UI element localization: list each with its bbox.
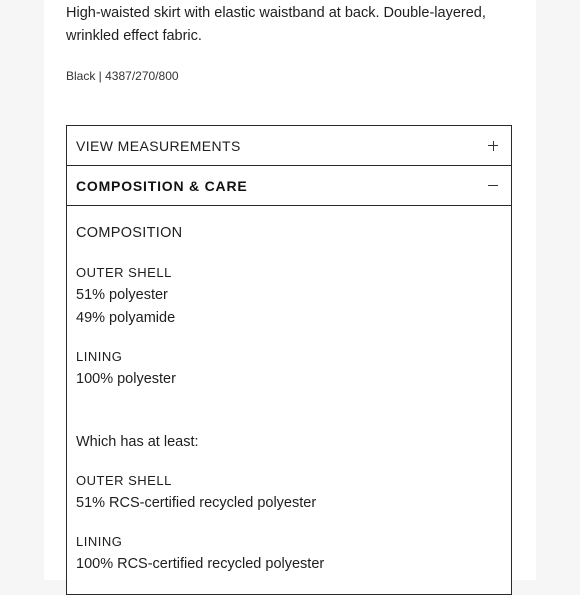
outer-shell-line: 51% polyester: [76, 287, 168, 303]
outer-shell-label: OUTER SHELL: [76, 265, 172, 280]
composition-care-toggle[interactable]: [67, 166, 511, 206]
product-description: High-waisted skirt with elastic waistband at back. Double-layered, wrinkled effect fabric.: [66, 5, 486, 44]
product-color-reference: Black | 4387/270/800: [66, 69, 179, 83]
recycled-lining-label: LINING: [76, 534, 123, 549]
lining-label: LINING: [76, 349, 123, 364]
minus-icon[interactable]: [487, 180, 499, 192]
plus-icon[interactable]: [487, 140, 499, 152]
view-measurements-title: VIEW MEASUREMENTS: [76, 137, 241, 154]
composition-care-title: COMPOSITION & CARE: [76, 177, 248, 194]
outer-shell-line: 49% polyamide: [76, 310, 176, 326]
at-least-text: Which has at least:: [76, 434, 199, 450]
recycled-lining-line: 100% RCS-certified recycled polyester: [76, 556, 325, 572]
product-info-accordion: [66, 125, 512, 595]
recycled-outer-shell-line: 51% RCS-certified recycled polyester: [76, 495, 317, 511]
composition-heading: COMPOSITION: [76, 225, 183, 241]
recycled-outer-shell-label: OUTER SHELL: [76, 473, 172, 488]
view-measurements-toggle[interactable]: [67, 126, 511, 166]
lining-line: 100% polyester: [76, 371, 176, 387]
composition-care-panel: [67, 206, 511, 576]
